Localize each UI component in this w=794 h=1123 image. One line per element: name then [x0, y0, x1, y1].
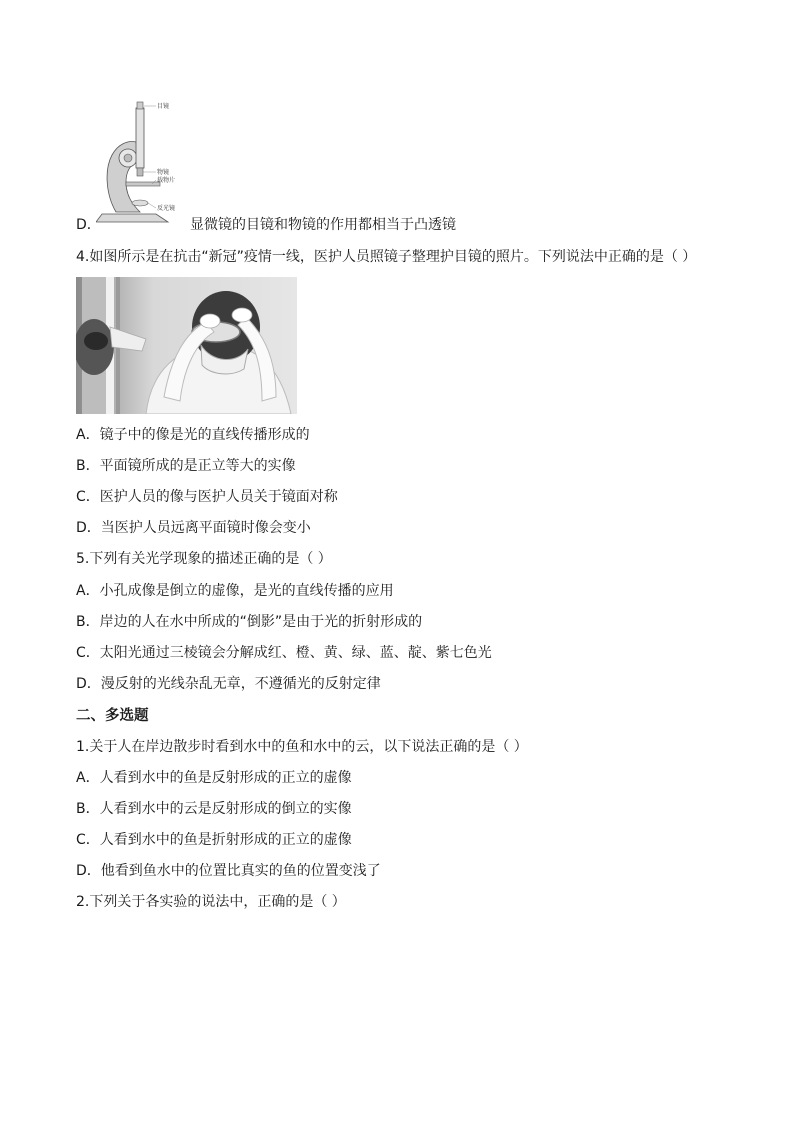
mirror-label: 反光镜: [157, 205, 176, 212]
eyepiece-label: 目镜: [157, 103, 170, 110]
q4-option-a: A．镜子中的像是光的直线传播形成的: [76, 427, 310, 443]
q4-option-c: C．医护人员的像与医护人员关于镜面对称: [76, 489, 338, 505]
m2-stem: 2.下列关于各实验的说法中，正确的是（ ）: [76, 894, 346, 910]
m1-option-b: B．人看到水中的云是反射形成的倒立的实像: [76, 801, 352, 817]
q5-stem: 5.下列有关光学现象的描述正确的是（ ）: [76, 551, 332, 567]
q4-option-b: B．平面镜所成的是正立等大的实像: [76, 458, 296, 474]
m1-option-c: C．人看到水中的鱼是折射形成的正立的虚像: [76, 832, 352, 848]
microscope-figure: [96, 100, 192, 226]
section-heading-multiple-choice: 二、多选题: [76, 708, 149, 724]
q3-option-d-text: 显微镜的目镜和物镜的作用都相当于凸透镜: [190, 217, 456, 233]
q5-option-a: A．小孔成像是倒立的虚像，是光的直线传播的应用: [76, 583, 394, 599]
m1-option-d: D．他看到鱼水中的位置比真实的鱼的位置变浅了: [76, 863, 381, 879]
q3-option-d-letter: D．: [76, 217, 101, 233]
q4-option-d: D．当医护人员远离平面镜时像会变小: [76, 520, 311, 536]
objective-label: 物镜: [157, 169, 170, 176]
q4-stem: 4.如图所示是在抗击“新冠”疫情一线，医护人员照镜子整理护目镜的照片。下列说法中正确的是（ ）: [76, 249, 697, 265]
q5-option-b: B．岸边的人在水中所成的“倒影”是由于光的折射形成的: [76, 614, 423, 630]
m1-option-a: A．人看到水中的鱼是反射形成的正立的虚像: [76, 770, 352, 786]
q5-option-c: C．太阳光通过三棱镜会分解成红、橙、黄、绿、蓝、靛、紫七色光: [76, 645, 492, 661]
stage-label: 载物片: [157, 177, 176, 184]
q5-option-d: D．漫反射的光线杂乱无章，不遵循光的反射定律: [76, 676, 381, 692]
q4-photo: [76, 277, 297, 414]
m1-stem: 1.关于人在岸边散步时看到水中的鱼和水中的云，以下说法正确的是（ ）: [76, 739, 528, 755]
